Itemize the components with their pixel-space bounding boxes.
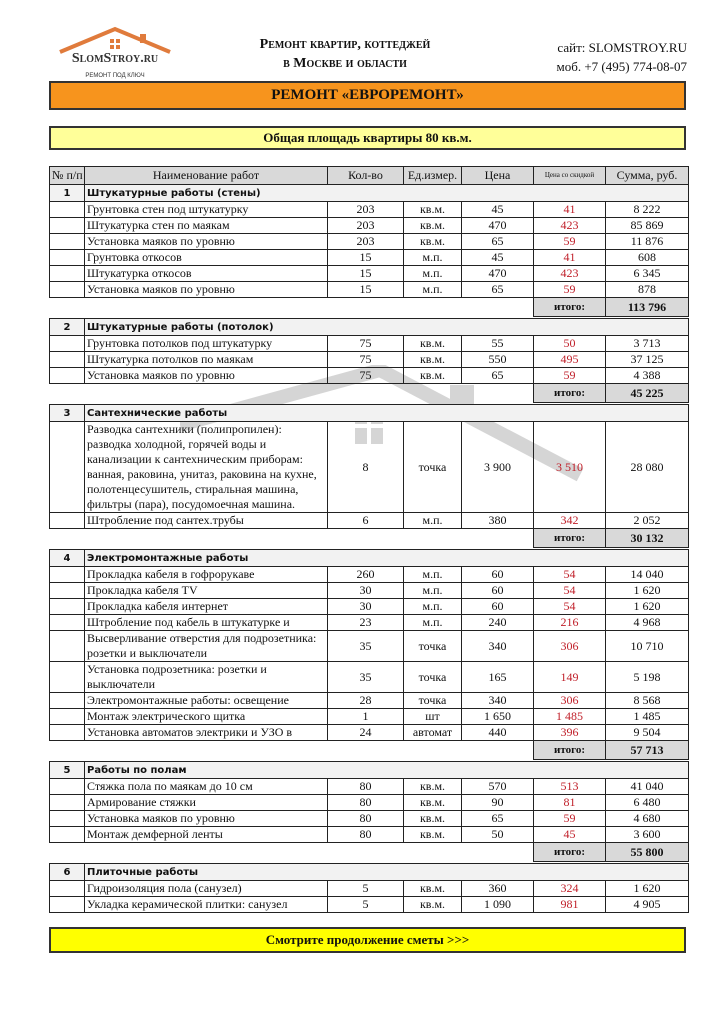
work-name: Штукатурка откосов xyxy=(85,266,328,282)
table-header-row xyxy=(50,167,689,185)
row-sum: 8 568 xyxy=(606,693,689,709)
work-name: Прокладка кабеля интернет xyxy=(85,599,328,615)
row-number-cell xyxy=(50,422,85,513)
discount-price: 54 xyxy=(534,599,606,615)
table-row xyxy=(50,779,689,795)
row-number-cell xyxy=(50,779,85,795)
unit: кв.м. xyxy=(404,218,462,234)
unit: кв.м. xyxy=(404,897,462,913)
work-name: Штукатурка потолков по маякам xyxy=(85,352,328,368)
total-spacer xyxy=(50,529,534,548)
table-row xyxy=(50,709,689,725)
price: 65 xyxy=(462,811,534,827)
row-number-cell xyxy=(50,567,85,583)
row-sum: 4 388 xyxy=(606,368,689,384)
discount-price: 306 xyxy=(534,693,606,709)
work-name: Стяжка пола по маякам до 10 см xyxy=(85,779,328,795)
row-number-cell xyxy=(50,662,85,693)
price: 440 xyxy=(462,725,534,741)
total-label: итого: xyxy=(534,741,606,760)
quantity: 8 xyxy=(328,422,404,513)
row-number-cell xyxy=(50,599,85,615)
table-row xyxy=(50,583,689,599)
section-total: 113 796 xyxy=(606,298,689,317)
total-spacer xyxy=(50,741,534,760)
unit: кв.м. xyxy=(404,368,462,384)
table-row xyxy=(50,250,689,266)
quantity: 30 xyxy=(328,599,404,615)
table-row xyxy=(50,615,689,631)
table-row xyxy=(50,513,689,529)
discount-price: 45 xyxy=(534,827,606,843)
price: 50 xyxy=(462,827,534,843)
quantity: 23 xyxy=(328,615,404,631)
estimate-content xyxy=(49,166,688,953)
table-row xyxy=(50,827,689,843)
row-number-cell xyxy=(50,266,85,282)
row-number-cell xyxy=(50,250,85,266)
row-sum: 1 620 xyxy=(606,599,689,615)
section-number: 1 xyxy=(50,185,85,202)
section-number: 6 xyxy=(50,864,85,881)
unit: м.п. xyxy=(404,513,462,529)
header-col-work-name: Наименование работ xyxy=(85,167,328,185)
quantity: 203 xyxy=(328,202,404,218)
discount-price: 54 xyxy=(534,583,606,599)
table-row xyxy=(50,352,689,368)
discount-price: 50 xyxy=(534,336,606,352)
logo-name: SlomStroy.ru xyxy=(71,51,159,66)
section-name: Плиточные работы xyxy=(85,864,689,881)
work-name: Электромонтажные работы: освещение xyxy=(85,693,328,709)
discount-price: 306 xyxy=(534,631,606,662)
discount-price: 59 xyxy=(534,368,606,384)
price: 550 xyxy=(462,352,534,368)
total-label: итого: xyxy=(534,529,606,548)
unit: м.п. xyxy=(404,567,462,583)
area-banner: Общая площадь квартиры 80 кв.м. xyxy=(49,126,686,150)
row-sum: 608 xyxy=(606,250,689,266)
discount-price: 59 xyxy=(534,811,606,827)
site-link[interactable]: сайт: SLOMSTROY.RU xyxy=(557,40,687,55)
section-name: Штукатурные работы (потолок) xyxy=(85,319,689,336)
work-name: Высверливание отверстия для подрозетника: розетки и выключатели xyxy=(85,631,328,662)
estimate-table xyxy=(49,166,689,913)
work-name: Штукатурка стен по маякам xyxy=(85,218,328,234)
section-name: Электромонтажные работы xyxy=(85,550,689,567)
work-name: Армирование стяжки xyxy=(85,795,328,811)
section-name: Штукатурные работы (стены) xyxy=(85,185,689,202)
discount-price: 81 xyxy=(534,795,606,811)
unit: точка xyxy=(404,662,462,693)
price: 470 xyxy=(462,218,534,234)
discount-price: 423 xyxy=(534,266,606,282)
table-row xyxy=(50,266,689,282)
total-spacer xyxy=(50,298,534,317)
row-number-cell xyxy=(50,336,85,352)
price: 45 xyxy=(462,250,534,266)
header-col-price: Цена xyxy=(462,167,534,185)
work-name: Установка маяков по уровню xyxy=(85,811,328,827)
unit: кв.м. xyxy=(404,336,462,352)
section-number: 3 xyxy=(50,405,85,422)
row-number-cell xyxy=(50,513,85,529)
row-sum: 4 905 xyxy=(606,897,689,913)
section-name: Работы по полам xyxy=(85,762,689,779)
section-total-row xyxy=(50,384,689,403)
total-label: итого: xyxy=(534,843,606,862)
unit: м.п. xyxy=(404,266,462,282)
row-number-cell xyxy=(50,352,85,368)
work-name: Установка автоматов электрики и УЗО в xyxy=(85,725,328,741)
discount-price: 324 xyxy=(534,881,606,897)
row-sum: 878 xyxy=(606,282,689,298)
unit: м.п. xyxy=(404,250,462,266)
section-total: 57 713 xyxy=(606,741,689,760)
discount-price: 59 xyxy=(534,282,606,298)
quantity: 80 xyxy=(328,795,404,811)
section-number: 2 xyxy=(50,319,85,336)
table-row xyxy=(50,567,689,583)
unit: точка xyxy=(404,693,462,709)
section-header-row xyxy=(50,864,689,881)
price: 60 xyxy=(462,599,534,615)
heading-line-2: в Москве и области xyxy=(283,56,407,71)
work-name: Разводка сантехники (полипропилен): разводка холодной, горячей воды и канализации к сантехническим приборам: ванная, раковина, унитаз, раковина на кухне, полотенцесушитель, стиральная машина, фильтры (пара), посудомоечная машина. xyxy=(85,422,328,513)
discount-price: 216 xyxy=(534,615,606,631)
price: 60 xyxy=(462,583,534,599)
section-header-row xyxy=(50,405,689,422)
unit: точка xyxy=(404,422,462,513)
quantity: 15 xyxy=(328,266,404,282)
section-total: 30 132 xyxy=(606,529,689,548)
discount-price: 423 xyxy=(534,218,606,234)
heading-line-1: Ремонт квартир, коттеджей xyxy=(259,37,431,52)
table-row xyxy=(50,725,689,741)
phone-number: моб. +7 (495) 774-08-07 xyxy=(556,59,687,74)
section-header-row xyxy=(50,185,689,202)
page-heading xyxy=(205,35,485,73)
price: 1 650 xyxy=(462,709,534,725)
header-col-sum: Сумма, руб. xyxy=(606,167,689,185)
section-header-row xyxy=(50,762,689,779)
work-name: Установка маяков по уровню xyxy=(85,234,328,250)
unit: кв.м. xyxy=(404,811,462,827)
discount-price: 59 xyxy=(534,234,606,250)
work-name: Грунтовка стен под штукатурку xyxy=(85,202,328,218)
row-sum: 3 713 xyxy=(606,336,689,352)
price: 55 xyxy=(462,336,534,352)
contact-info xyxy=(557,38,688,76)
total-label: итого: xyxy=(534,384,606,403)
price: 65 xyxy=(462,234,534,250)
section-total-row xyxy=(50,843,689,862)
quantity: 5 xyxy=(328,881,404,897)
work-name: Установка подрозетника: розетки и выключатели xyxy=(85,662,328,693)
row-number-cell xyxy=(50,897,85,913)
quantity: 6 xyxy=(328,513,404,529)
row-number-cell xyxy=(50,693,85,709)
discount-price: 342 xyxy=(534,513,606,529)
price: 470 xyxy=(462,266,534,282)
price: 240 xyxy=(462,615,534,631)
table-row xyxy=(50,881,689,897)
total-spacer xyxy=(50,843,534,862)
row-sum: 37 125 xyxy=(606,352,689,368)
section-total: 45 225 xyxy=(606,384,689,403)
row-sum: 3 600 xyxy=(606,827,689,843)
table-row xyxy=(50,631,689,662)
discount-price: 41 xyxy=(534,250,606,266)
price: 360 xyxy=(462,881,534,897)
row-number-cell xyxy=(50,202,85,218)
row-sum: 41 040 xyxy=(606,779,689,795)
quantity: 203 xyxy=(328,218,404,234)
price: 340 xyxy=(462,631,534,662)
discount-price: 981 xyxy=(534,897,606,913)
quantity: 15 xyxy=(328,282,404,298)
row-sum: 6 480 xyxy=(606,795,689,811)
quantity: 5 xyxy=(328,897,404,913)
row-sum: 8 222 xyxy=(606,202,689,218)
discount-price: 3 510 xyxy=(534,422,606,513)
unit: кв.м. xyxy=(404,827,462,843)
quantity: 75 xyxy=(328,352,404,368)
quantity: 35 xyxy=(328,631,404,662)
work-name: Грунтовка потолков под штукатурку xyxy=(85,336,328,352)
row-sum: 5 198 xyxy=(606,662,689,693)
work-name: Прокладка кабеля TV xyxy=(85,583,328,599)
price: 65 xyxy=(462,282,534,298)
row-sum: 2 052 xyxy=(606,513,689,529)
work-name: Монтаж электрического щитка xyxy=(85,709,328,725)
price: 65 xyxy=(462,368,534,384)
discount-price: 1 485 xyxy=(534,709,606,725)
quantity: 15 xyxy=(328,250,404,266)
row-number-cell xyxy=(50,795,85,811)
row-sum: 4 968 xyxy=(606,615,689,631)
unit: кв.м. xyxy=(404,779,462,795)
section-name: Сантехнические работы xyxy=(85,405,689,422)
row-sum: 28 080 xyxy=(606,422,689,513)
table-row xyxy=(50,218,689,234)
table-row xyxy=(50,336,689,352)
quantity: 30 xyxy=(328,583,404,599)
table-row xyxy=(50,202,689,218)
table-row xyxy=(50,693,689,709)
table-row xyxy=(50,422,689,513)
unit: кв.м. xyxy=(404,352,462,368)
work-name: Укладка керамической плитки: санузел xyxy=(85,897,328,913)
work-name: Установка маяков по уровню xyxy=(85,368,328,384)
row-number-cell xyxy=(50,615,85,631)
quantity: 35 xyxy=(328,662,404,693)
section-header-row xyxy=(50,319,689,336)
discount-price: 495 xyxy=(534,352,606,368)
row-number-cell xyxy=(50,881,85,897)
row-number-cell xyxy=(50,583,85,599)
price: 1 090 xyxy=(462,897,534,913)
row-sum: 85 869 xyxy=(606,218,689,234)
header-col-discount-price: Цена со скидкой xyxy=(534,167,606,185)
row-sum: 1 485 xyxy=(606,709,689,725)
row-number-cell xyxy=(50,631,85,662)
quantity: 260 xyxy=(328,567,404,583)
work-name: Монтаж демферной ленты xyxy=(85,827,328,843)
unit: м.п. xyxy=(404,583,462,599)
row-number-cell xyxy=(50,709,85,725)
work-name: Прокладка кабеля в гофрорукаве xyxy=(85,567,328,583)
row-sum: 6 345 xyxy=(606,266,689,282)
discount-price: 54 xyxy=(534,567,606,583)
price: 165 xyxy=(462,662,534,693)
unit: кв.м. xyxy=(404,881,462,897)
total-label: итого: xyxy=(534,298,606,317)
unit: автомат xyxy=(404,725,462,741)
table-row xyxy=(50,811,689,827)
company-logo xyxy=(55,26,175,86)
row-number-cell xyxy=(50,218,85,234)
table-row xyxy=(50,662,689,693)
section-total-row xyxy=(50,741,689,760)
section-total: 55 800 xyxy=(606,843,689,862)
section-header-row xyxy=(50,550,689,567)
section-total-row xyxy=(50,298,689,317)
price: 45 xyxy=(462,202,534,218)
quantity: 80 xyxy=(328,811,404,827)
header-col-quantity: Кол-во xyxy=(328,167,404,185)
row-number-cell xyxy=(50,827,85,843)
header-col-number: № п/п xyxy=(50,167,85,185)
quantity: 24 xyxy=(328,725,404,741)
price: 90 xyxy=(462,795,534,811)
unit: м.п. xyxy=(404,282,462,298)
quantity: 80 xyxy=(328,779,404,795)
quantity: 1 xyxy=(328,709,404,725)
unit: м.п. xyxy=(404,599,462,615)
section-number: 4 xyxy=(50,550,85,567)
row-number-cell xyxy=(50,811,85,827)
work-name: Установка маяков по уровню xyxy=(85,282,328,298)
row-number-cell xyxy=(50,725,85,741)
continue-estimate-banner[interactable]: Смотрите продолжение сметы >>> xyxy=(49,927,686,953)
row-sum: 9 504 xyxy=(606,725,689,741)
row-number-cell xyxy=(50,368,85,384)
unit: кв.м. xyxy=(404,202,462,218)
table-row xyxy=(50,897,689,913)
logo-tagline: РЕМОНТ ПОД КЛЮЧ xyxy=(85,73,145,79)
unit: шт xyxy=(404,709,462,725)
row-sum: 10 710 xyxy=(606,631,689,662)
section-number: 5 xyxy=(50,762,85,779)
row-number-cell xyxy=(50,234,85,250)
unit: точка xyxy=(404,631,462,662)
table-row xyxy=(50,368,689,384)
quantity: 203 xyxy=(328,234,404,250)
discount-price: 513 xyxy=(534,779,606,795)
quantity: 28 xyxy=(328,693,404,709)
discount-price: 149 xyxy=(534,662,606,693)
row-sum: 11 876 xyxy=(606,234,689,250)
discount-price: 41 xyxy=(534,202,606,218)
row-sum: 14 040 xyxy=(606,567,689,583)
price: 570 xyxy=(462,779,534,795)
unit: кв.м. xyxy=(404,234,462,250)
work-name: Грунтовка откосов xyxy=(85,250,328,266)
unit: м.п. xyxy=(404,615,462,631)
quantity: 75 xyxy=(328,336,404,352)
price: 60 xyxy=(462,567,534,583)
row-number-cell xyxy=(50,282,85,298)
row-sum: 1 620 xyxy=(606,881,689,897)
table-row xyxy=(50,795,689,811)
quantity: 75 xyxy=(328,368,404,384)
section-total-row xyxy=(50,529,689,548)
table-row xyxy=(50,282,689,298)
unit: кв.м. xyxy=(404,795,462,811)
price: 340 xyxy=(462,693,534,709)
row-sum: 1 620 xyxy=(606,583,689,599)
work-name: Штробление под сантех.трубы xyxy=(85,513,328,529)
price: 380 xyxy=(462,513,534,529)
row-sum: 4 680 xyxy=(606,811,689,827)
work-name: Гидроизоляция пола (санузел) xyxy=(85,881,328,897)
total-spacer xyxy=(50,384,534,403)
repair-type-banner: РЕМОНТ «ЕВРОРЕМОНТ» xyxy=(49,81,686,110)
table-row xyxy=(50,599,689,615)
quantity: 80 xyxy=(328,827,404,843)
table-row xyxy=(50,234,689,250)
price: 3 900 xyxy=(462,422,534,513)
work-name: Штробление под кабель в штукатурке и xyxy=(85,615,328,631)
header-col-unit: Ед.измер. xyxy=(404,167,462,185)
discount-price: 396 xyxy=(534,725,606,741)
